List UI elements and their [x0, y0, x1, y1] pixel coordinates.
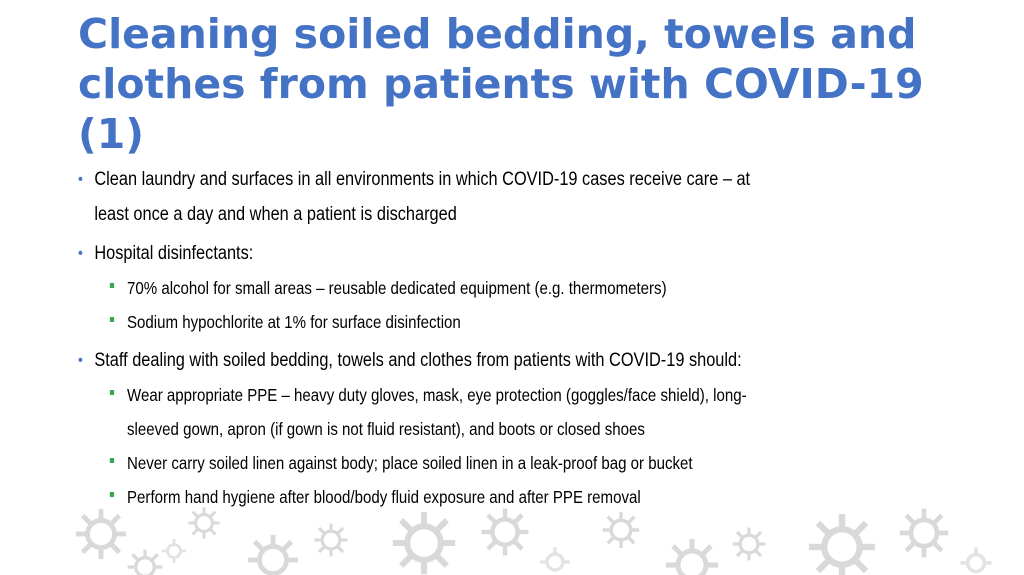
bullet-dot-icon: • [78, 352, 83, 369]
sub-bullet-item [78, 271, 987, 305]
virus-icon [312, 521, 350, 559]
virus-icon [244, 531, 302, 575]
virus-decoration-band [0, 495, 1024, 575]
bullet-dot-icon: • [78, 171, 83, 188]
virus-icon [538, 545, 572, 575]
virus-icon [478, 505, 532, 559]
bullet-text: Staff dealing with soiled bedding, towels and clothes from patients with COVID-19 should: [94, 350, 742, 371]
sub-bullet-text: Never carry soiled linen against body; place soiled linen in a leak-proof bag or bucket [127, 453, 693, 473]
sub-bullet-text: 70% alcohol for small areas – reusable dedicated equipment (e.g. thermometers) [127, 278, 667, 298]
virus-icon [804, 509, 880, 575]
sub-bullet-text: Wear appropriate PPE – heavy duty gloves, mask, eye protection (goggles/face shield), long- [127, 385, 747, 405]
sub-bullet-text: Perform hand hygiene after blood/body fluid exposure and after PPE removal [127, 487, 641, 507]
virus-icon [662, 535, 722, 575]
virus-icon [600, 509, 642, 551]
slide-title: Cleaning soiled bedding, towels and clothes from patients with COVID-19 (1) [78, 10, 924, 158]
virus-icon [730, 525, 768, 563]
virus-icon [388, 507, 460, 575]
virus-icon [896, 505, 952, 561]
bullet-item [78, 162, 954, 197]
bullet-text: Hospital disinfectants: [94, 243, 254, 264]
slide-body [78, 162, 958, 514]
square-bullet-icon [110, 390, 114, 395]
virus-icon [186, 505, 222, 541]
sub-bullet-item [78, 305, 987, 339]
square-bullet-icon [110, 283, 114, 288]
bullet-item [78, 343, 954, 378]
sub-bullet-text: Sodium hypochlorite at 1% for surface disinfection [127, 312, 461, 332]
square-bullet-icon [110, 317, 114, 322]
square-bullet-icon [110, 458, 114, 463]
virus-icon [72, 505, 130, 563]
sub-bullet-item [78, 446, 987, 480]
bullet-text: Clean laundry and surfaces in all environments in which COVID-19 cases receive care – at [94, 169, 751, 190]
bullet-item-continuation [78, 197, 954, 232]
virus-icon [958, 545, 994, 575]
sub-bullet-item-continuation [78, 412, 987, 446]
sub-bullet-text: sleeved gown, apron (if gown is not fluid resistant), and boots or closed shoes [127, 419, 645, 439]
virus-icon [125, 547, 165, 575]
bullet-dot-icon: • [78, 245, 83, 262]
virus-icon [160, 537, 188, 565]
bullet-text: least once a day and when a patient is discharged [94, 204, 457, 225]
bullet-item [78, 236, 954, 271]
sub-bullet-item [78, 378, 987, 412]
